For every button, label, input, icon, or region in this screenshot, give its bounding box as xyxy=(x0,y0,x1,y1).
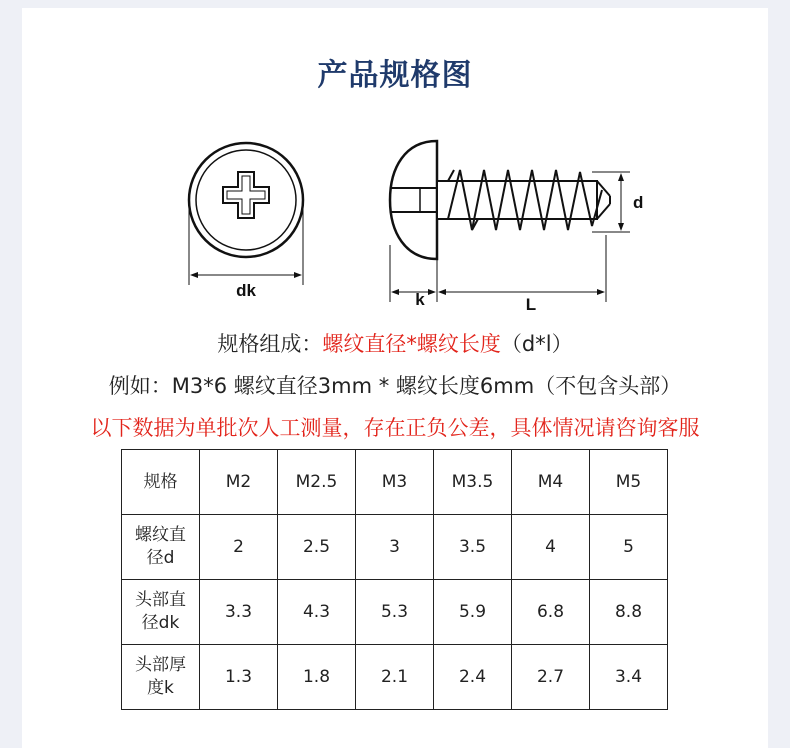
notice-line: 以下数据为单批次人工测量，存在正负公差，具体情况请咨询客服 xyxy=(90,416,700,440)
table-cell: 5.9 xyxy=(434,580,512,645)
screw-side-view xyxy=(390,141,630,302)
example-line: 例如：M3*6 螺纹直径3mm * 螺纹长度6mm（不包含头部） xyxy=(108,374,682,398)
table-cell: 4 xyxy=(512,515,590,580)
row-label: 螺纹直径d xyxy=(122,515,200,580)
table-cell: 6.8 xyxy=(512,580,590,645)
table-cell: 1.8 xyxy=(278,645,356,710)
table-header-cell: M5 xyxy=(590,450,668,515)
dim-label-k: k xyxy=(415,290,425,309)
table-header-row xyxy=(122,450,668,515)
table-row xyxy=(122,645,668,710)
table-header-cell: M2.5 xyxy=(278,450,356,515)
table-cell: 5 xyxy=(590,515,668,580)
dim-label-dk: dk xyxy=(236,281,256,300)
table-cell: 4.3 xyxy=(278,580,356,645)
table-cell: 2.5 xyxy=(278,515,356,580)
spec-suffix: （d*l） xyxy=(500,332,573,356)
table-header-cell: M3 xyxy=(356,450,434,515)
spec-composition-line xyxy=(0,328,790,358)
table-cell: 5.3 xyxy=(356,580,434,645)
screw-diagram xyxy=(0,0,790,330)
table-cell: 2 xyxy=(200,515,278,580)
table-cell: 2.1 xyxy=(356,645,434,710)
spec-table xyxy=(121,449,668,710)
table-header-cell: M4 xyxy=(512,450,590,515)
row-label: 头部厚度k xyxy=(122,645,200,710)
table-cell: 2.4 xyxy=(434,645,512,710)
table-cell: 3.3 xyxy=(200,580,278,645)
page-title: 产品规格图 xyxy=(317,58,473,93)
spec-formula: 螺纹直径*螺纹长度 xyxy=(322,332,501,356)
table-row xyxy=(122,515,668,580)
table-cell: 3 xyxy=(356,515,434,580)
dim-label-L: L xyxy=(525,295,537,314)
row-label: 头部直径dk xyxy=(122,580,200,645)
table-cell: 2.7 xyxy=(512,645,590,710)
table-cell: 1.3 xyxy=(200,645,278,710)
table-header-cell: 规格 xyxy=(122,450,200,515)
table-cell: 3.4 xyxy=(590,645,668,710)
table-header-cell: M3.5 xyxy=(434,450,512,515)
table-cell: 3.5 xyxy=(434,515,512,580)
dim-label-d: d xyxy=(633,193,644,212)
table-header-cell: M2 xyxy=(200,450,278,515)
table-cell: 8.8 xyxy=(590,580,668,645)
table-row xyxy=(122,580,668,645)
spec-prefix: 规格组成： xyxy=(217,332,323,356)
screw-head-top-view xyxy=(189,143,303,285)
